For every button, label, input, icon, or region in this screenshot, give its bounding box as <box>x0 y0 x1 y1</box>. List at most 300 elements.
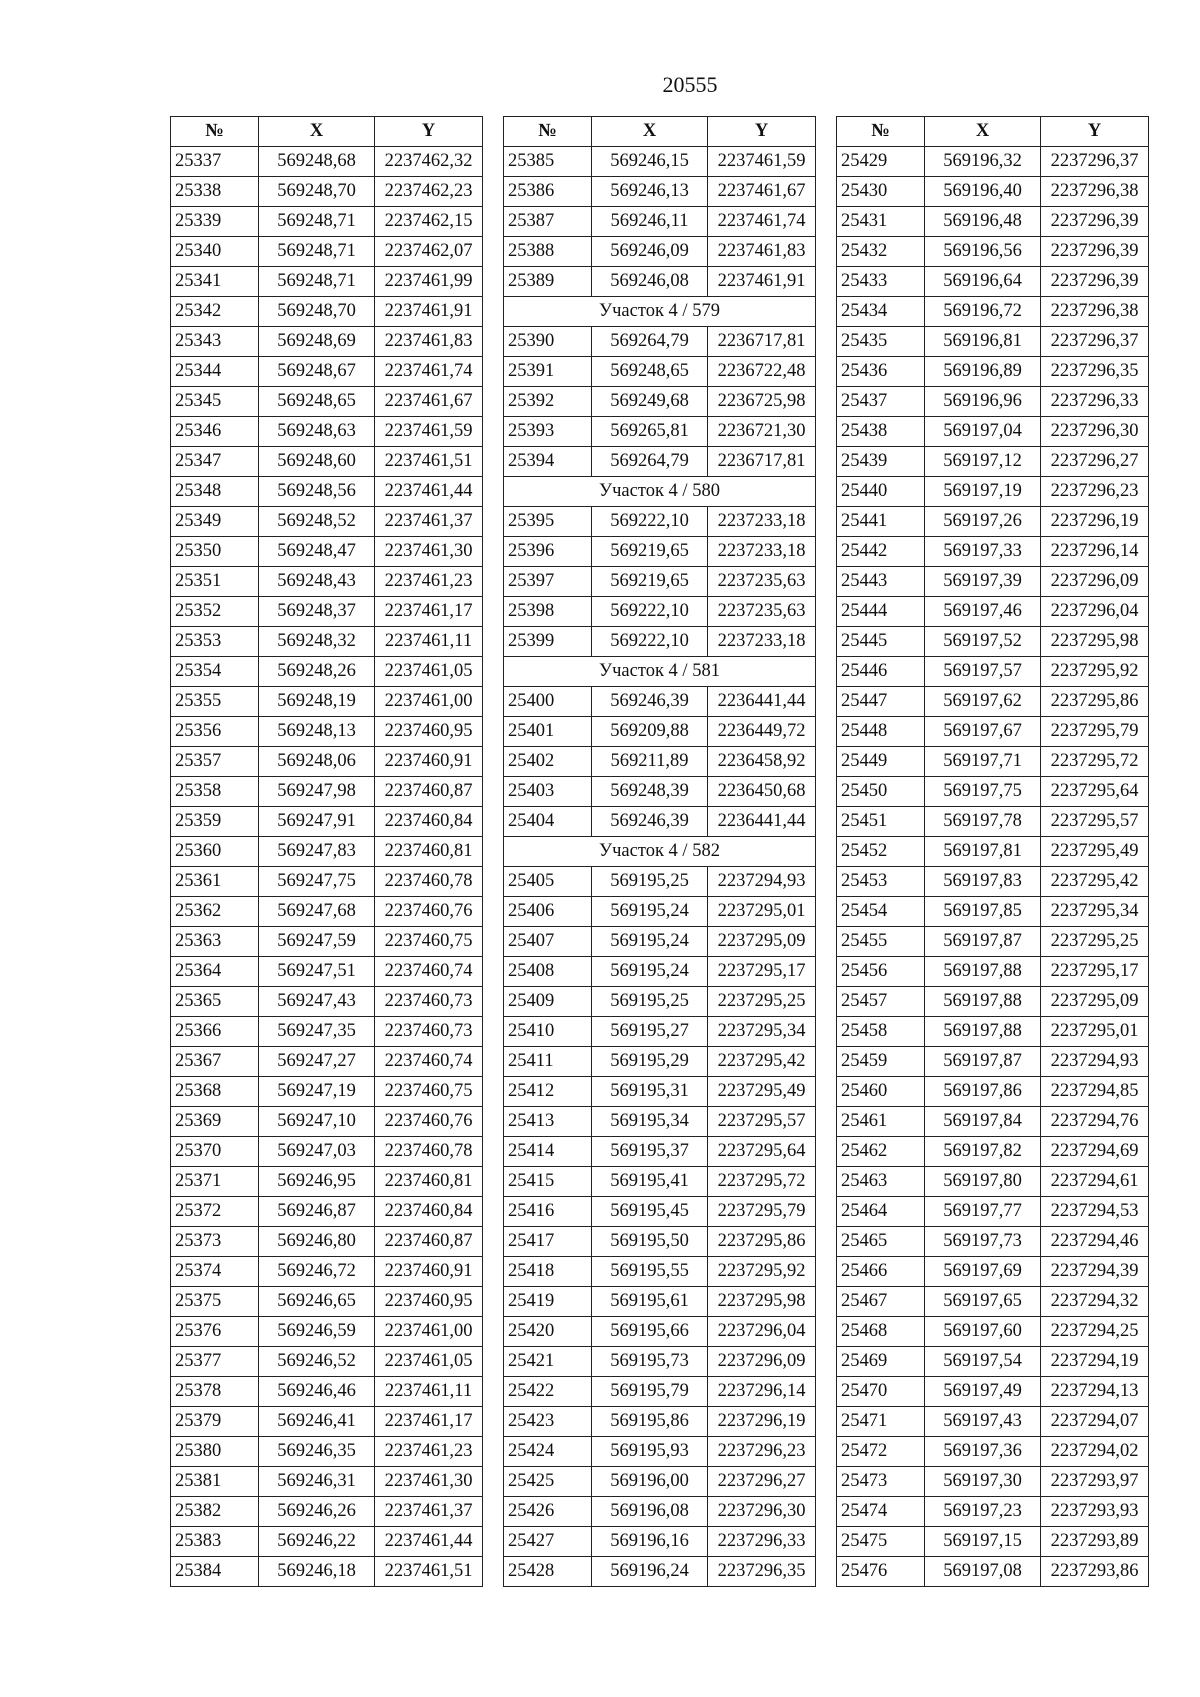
point-number-cell: 25351 <box>171 567 259 597</box>
point-number-cell: 25359 <box>171 807 259 837</box>
x-coordinate-cell: 569197,77 <box>925 1197 1041 1227</box>
y-coordinate-cell: 2237294,02 <box>1041 1437 1149 1467</box>
x-coordinate-cell: 569246,22 <box>259 1527 375 1557</box>
y-coordinate-cell: 2236441,44 <box>708 687 816 717</box>
y-coordinate-cell: 2237294,85 <box>1041 1077 1149 1107</box>
y-coordinate-cell: 2237461,05 <box>375 1347 483 1377</box>
table-row <box>837 837 1149 867</box>
point-number-cell: 25453 <box>837 867 925 897</box>
table-row <box>837 1197 1149 1227</box>
table-row <box>171 327 483 357</box>
point-number-cell: 25433 <box>837 267 925 297</box>
y-coordinate-cell: 2237460,74 <box>375 1047 483 1077</box>
x-coordinate-cell: 569247,19 <box>259 1077 375 1107</box>
table-row <box>837 1107 1149 1137</box>
y-coordinate-cell: 2237461,05 <box>375 657 483 687</box>
x-coordinate-cell: 569195,27 <box>592 1017 708 1047</box>
table-row <box>171 537 483 567</box>
y-coordinate-cell: 2237295,98 <box>708 1287 816 1317</box>
y-coordinate-cell: 2237295,79 <box>708 1197 816 1227</box>
y-coordinate-cell: 2237296,39 <box>1041 237 1149 267</box>
table-row <box>171 177 483 207</box>
y-coordinate-cell: 2237460,87 <box>375 1227 483 1257</box>
table-row <box>504 327 816 357</box>
table-row <box>504 177 816 207</box>
point-number-cell: 25344 <box>171 357 259 387</box>
point-number-cell: 25373 <box>171 1227 259 1257</box>
y-coordinate-cell: 2237295,17 <box>1041 957 1149 987</box>
table-row <box>504 387 816 417</box>
y-coordinate-cell: 2237293,93 <box>1041 1497 1149 1527</box>
point-number-cell: 25410 <box>504 1017 592 1047</box>
point-number-cell: 25442 <box>837 537 925 567</box>
table-row <box>171 1077 483 1107</box>
x-coordinate-cell: 569222,10 <box>592 627 708 657</box>
point-number-cell: 25360 <box>171 837 259 867</box>
x-coordinate-cell: 569195,55 <box>592 1257 708 1287</box>
x-coordinate-cell: 569197,84 <box>925 1107 1041 1137</box>
y-coordinate-cell: 2237460,73 <box>375 987 483 1017</box>
x-coordinate-cell: 569248,69 <box>259 327 375 357</box>
y-coordinate-cell: 2237295,86 <box>1041 687 1149 717</box>
table-row <box>504 867 816 897</box>
section-title: Участок 4 / 579 <box>504 297 816 327</box>
x-coordinate-cell: 569264,79 <box>592 327 708 357</box>
table-row <box>171 417 483 447</box>
x-coordinate-cell: 569246,80 <box>259 1227 375 1257</box>
x-coordinate-cell: 569246,39 <box>592 807 708 837</box>
point-number-cell: 25371 <box>171 1167 259 1197</box>
table-row <box>171 837 483 867</box>
table-row <box>837 1347 1149 1377</box>
x-coordinate-cell: 569195,37 <box>592 1137 708 1167</box>
point-number-cell: 25450 <box>837 777 925 807</box>
point-number-cell: 25474 <box>837 1497 925 1527</box>
table-row <box>837 747 1149 777</box>
y-coordinate-cell: 2237296,38 <box>1041 297 1149 327</box>
table-row <box>504 1107 816 1137</box>
table-row <box>504 1227 816 1257</box>
y-column-header: Y <box>1041 117 1149 147</box>
table-row <box>504 807 816 837</box>
table-row <box>171 1137 483 1167</box>
y-coordinate-cell: 2237294,32 <box>1041 1287 1149 1317</box>
x-column-header: X <box>925 117 1041 147</box>
point-number-cell: 25389 <box>504 267 592 297</box>
point-number-cell: 25465 <box>837 1227 925 1257</box>
x-coordinate-cell: 569195,24 <box>592 957 708 987</box>
point-number-cell: 25375 <box>171 1287 259 1317</box>
y-coordinate-cell: 2237294,76 <box>1041 1107 1149 1137</box>
y-coordinate-cell: 2237296,04 <box>708 1317 816 1347</box>
x-coordinate-cell: 569246,46 <box>259 1377 375 1407</box>
y-coordinate-cell: 2237460,78 <box>375 1137 483 1167</box>
y-coordinate-cell: 2237295,64 <box>708 1137 816 1167</box>
table-row <box>837 267 1149 297</box>
table-row <box>171 1257 483 1287</box>
table-row <box>837 147 1149 177</box>
x-coordinate-cell: 569246,87 <box>259 1197 375 1227</box>
y-coordinate-cell: 2237235,63 <box>708 597 816 627</box>
table-row <box>171 1497 483 1527</box>
point-number-cell: 25361 <box>171 867 259 897</box>
point-number-cell: 25445 <box>837 627 925 657</box>
point-number-cell: 25405 <box>504 867 592 897</box>
table-row <box>837 1077 1149 1107</box>
y-coordinate-cell: 2237296,39 <box>1041 207 1149 237</box>
point-number-cell: 25390 <box>504 327 592 357</box>
point-number-cell: 25381 <box>171 1467 259 1497</box>
section-row <box>504 477 816 507</box>
point-number-cell: 25463 <box>837 1167 925 1197</box>
x-coordinate-cell: 569265,81 <box>592 417 708 447</box>
x-coordinate-cell: 569248,47 <box>259 537 375 567</box>
y-coordinate-cell: 2237460,81 <box>375 1167 483 1197</box>
table-row <box>837 687 1149 717</box>
y-coordinate-cell: 2237295,17 <box>708 957 816 987</box>
y-coordinate-cell: 2237295,57 <box>708 1107 816 1137</box>
table-row <box>837 867 1149 897</box>
point-number-cell: 25382 <box>171 1497 259 1527</box>
y-coordinate-cell: 2237461,74 <box>375 357 483 387</box>
x-coordinate-cell: 569246,31 <box>259 1467 375 1497</box>
y-coordinate-cell: 2237294,93 <box>1041 1047 1149 1077</box>
point-number-cell: 25422 <box>504 1377 592 1407</box>
point-number-cell: 25393 <box>504 417 592 447</box>
y-coordinate-cell: 2237295,25 <box>708 987 816 1017</box>
point-number-cell: 25353 <box>171 627 259 657</box>
point-number-cell: 25363 <box>171 927 259 957</box>
point-number-cell: 25472 <box>837 1437 925 1467</box>
point-number-cell: 25424 <box>504 1437 592 1467</box>
point-number-cell: 25475 <box>837 1527 925 1557</box>
x-coordinate-cell: 569196,24 <box>592 1557 708 1587</box>
point-number-cell: 25391 <box>504 357 592 387</box>
table-row <box>837 507 1149 537</box>
point-number-cell: 25441 <box>837 507 925 537</box>
table-row <box>504 1257 816 1287</box>
x-column-header: X <box>259 117 375 147</box>
point-number-cell: 25403 <box>504 777 592 807</box>
point-number-cell: 25345 <box>171 387 259 417</box>
table-row <box>837 1467 1149 1497</box>
point-number-cell: 25443 <box>837 567 925 597</box>
table-row <box>171 207 483 237</box>
x-coordinate-cell: 569195,45 <box>592 1197 708 1227</box>
x-coordinate-cell: 569246,26 <box>259 1497 375 1527</box>
point-number-cell: 25384 <box>171 1557 259 1587</box>
table-row <box>171 567 483 597</box>
point-number-cell: 25427 <box>504 1527 592 1557</box>
table-row <box>504 537 816 567</box>
point-number-cell: 25374 <box>171 1257 259 1287</box>
point-number-cell: 25401 <box>504 717 592 747</box>
table-row <box>504 987 816 1017</box>
y-coordinate-cell: 2237461,11 <box>375 1377 483 1407</box>
x-coordinate-cell: 569246,18 <box>259 1557 375 1587</box>
point-number-cell: 25466 <box>837 1257 925 1287</box>
table-row <box>837 1317 1149 1347</box>
x-coordinate-cell: 569197,80 <box>925 1167 1041 1197</box>
point-number-cell: 25434 <box>837 297 925 327</box>
x-coordinate-cell: 569197,23 <box>925 1497 1041 1527</box>
point-number-cell: 25458 <box>837 1017 925 1047</box>
y-coordinate-cell: 2237296,37 <box>1041 327 1149 357</box>
point-number-cell: 25421 <box>504 1347 592 1377</box>
x-coordinate-cell: 569197,71 <box>925 747 1041 777</box>
x-coordinate-cell: 569197,62 <box>925 687 1041 717</box>
point-number-cell: 25406 <box>504 897 592 927</box>
table-row <box>171 477 483 507</box>
point-number-cell: 25364 <box>171 957 259 987</box>
y-coordinate-cell: 2237461,44 <box>375 477 483 507</box>
table-row <box>504 1317 816 1347</box>
table-row <box>837 597 1149 627</box>
y-coordinate-cell: 2237233,18 <box>708 507 816 537</box>
x-coordinate-cell: 569195,50 <box>592 1227 708 1257</box>
x-coordinate-cell: 569197,83 <box>925 867 1041 897</box>
table-row <box>171 807 483 837</box>
y-coordinate-cell: 2237461,67 <box>708 177 816 207</box>
table-row <box>837 237 1149 267</box>
y-coordinate-cell: 2237295,79 <box>1041 717 1149 747</box>
table-row <box>171 1377 483 1407</box>
x-coordinate-cell: 569197,82 <box>925 1137 1041 1167</box>
x-coordinate-cell: 569246,95 <box>259 1167 375 1197</box>
point-number-cell: 25372 <box>171 1197 259 1227</box>
table-row <box>837 1497 1149 1527</box>
point-number-cell: 25412 <box>504 1077 592 1107</box>
table-row <box>171 927 483 957</box>
table-row <box>171 747 483 777</box>
y-coordinate-cell: 2237296,30 <box>1041 417 1149 447</box>
table-row <box>837 927 1149 957</box>
table-row <box>837 447 1149 477</box>
table-row <box>171 147 483 177</box>
point-number-cell: 25415 <box>504 1167 592 1197</box>
x-coordinate-cell: 569196,16 <box>592 1527 708 1557</box>
y-coordinate-cell: 2237460,84 <box>375 1197 483 1227</box>
y-coordinate-cell: 2237461,44 <box>375 1527 483 1557</box>
table-row <box>171 897 483 927</box>
point-number-cell: 25347 <box>171 447 259 477</box>
y-coordinate-cell: 2237461,00 <box>375 1317 483 1347</box>
table-row <box>504 627 816 657</box>
y-coordinate-cell: 2237293,97 <box>1041 1467 1149 1497</box>
table-row <box>837 207 1149 237</box>
x-coordinate-cell: 569197,85 <box>925 897 1041 927</box>
x-coordinate-cell: 569197,30 <box>925 1467 1041 1497</box>
table-row <box>171 1227 483 1257</box>
point-number-cell: 25366 <box>171 1017 259 1047</box>
x-coordinate-cell: 569197,19 <box>925 477 1041 507</box>
table-row <box>171 1437 483 1467</box>
table-row <box>504 1137 816 1167</box>
x-coordinate-cell: 569197,65 <box>925 1287 1041 1317</box>
x-coordinate-cell: 569248,39 <box>592 777 708 807</box>
point-number-cell: 25431 <box>837 207 925 237</box>
table-row <box>171 1407 483 1437</box>
y-column-header: Y <box>708 117 816 147</box>
y-coordinate-cell: 2237295,01 <box>708 897 816 927</box>
x-coordinate-cell: 569248,60 <box>259 447 375 477</box>
y-coordinate-cell: 2237295,49 <box>708 1077 816 1107</box>
y-coordinate-cell: 2237294,53 <box>1041 1197 1149 1227</box>
point-number-cell: 25395 <box>504 507 592 537</box>
x-coordinate-cell: 569248,71 <box>259 237 375 267</box>
table-row <box>837 327 1149 357</box>
y-coordinate-cell: 2237462,23 <box>375 177 483 207</box>
table-row <box>171 867 483 897</box>
y-coordinate-cell: 2237460,76 <box>375 897 483 927</box>
y-coordinate-cell: 2237461,17 <box>375 597 483 627</box>
table-row <box>504 447 816 477</box>
x-coordinate-cell: 569197,75 <box>925 777 1041 807</box>
point-number-cell: 25377 <box>171 1347 259 1377</box>
x-coordinate-cell: 569197,26 <box>925 507 1041 537</box>
x-coordinate-cell: 569248,43 <box>259 567 375 597</box>
table-row <box>504 1167 816 1197</box>
y-coordinate-cell: 2237460,74 <box>375 957 483 987</box>
y-coordinate-cell: 2237460,91 <box>375 747 483 777</box>
point-number-cell: 25439 <box>837 447 925 477</box>
point-number-cell: 25416 <box>504 1197 592 1227</box>
table-row <box>504 897 816 927</box>
point-number-cell: 25430 <box>837 177 925 207</box>
y-coordinate-cell: 2237296,35 <box>1041 357 1149 387</box>
table-row <box>837 957 1149 987</box>
x-coordinate-cell: 569248,70 <box>259 177 375 207</box>
x-coordinate-cell: 569196,56 <box>925 237 1041 267</box>
point-number-cell: 25352 <box>171 597 259 627</box>
table-row <box>504 1467 816 1497</box>
point-number-cell: 25379 <box>171 1407 259 1437</box>
x-coordinate-cell: 569248,67 <box>259 357 375 387</box>
point-number-cell: 25398 <box>504 597 592 627</box>
y-coordinate-cell: 2237295,25 <box>1041 927 1149 957</box>
y-coordinate-cell: 2237461,51 <box>375 1557 483 1587</box>
y-coordinate-cell: 2237461,30 <box>375 1467 483 1497</box>
table-row <box>837 777 1149 807</box>
table-row <box>504 1047 816 1077</box>
x-coordinate-cell: 569247,98 <box>259 777 375 807</box>
table-row <box>171 447 483 477</box>
x-coordinate-cell: 569248,52 <box>259 507 375 537</box>
x-coordinate-cell: 569197,08 <box>925 1557 1041 1587</box>
table-row <box>504 597 816 627</box>
y-coordinate-cell: 2237461,23 <box>375 567 483 597</box>
table-row <box>837 387 1149 417</box>
table-row <box>837 1377 1149 1407</box>
x-coordinate-cell: 569248,68 <box>259 147 375 177</box>
table-row <box>171 1467 483 1497</box>
y-coordinate-cell: 2237461,23 <box>375 1437 483 1467</box>
point-number-cell: 25425 <box>504 1467 592 1497</box>
x-coordinate-cell: 569247,75 <box>259 867 375 897</box>
point-number-cell: 25385 <box>504 147 592 177</box>
y-coordinate-cell: 2237296,09 <box>708 1347 816 1377</box>
table-row <box>171 1347 483 1377</box>
x-coordinate-cell: 569248,26 <box>259 657 375 687</box>
y-coordinate-cell: 2237296,14 <box>1041 537 1149 567</box>
table-row <box>171 1527 483 1557</box>
y-coordinate-cell: 2237296,09 <box>1041 567 1149 597</box>
table-row <box>171 1107 483 1137</box>
table-row <box>504 237 816 267</box>
y-coordinate-cell: 2237293,86 <box>1041 1557 1149 1587</box>
table-row <box>504 1077 816 1107</box>
y-coordinate-cell: 2237462,32 <box>375 147 483 177</box>
table-row <box>171 267 483 297</box>
point-number-cell: 25451 <box>837 807 925 837</box>
point-number-cell: 25337 <box>171 147 259 177</box>
y-coordinate-cell: 2237460,78 <box>375 867 483 897</box>
y-coordinate-cell: 2237295,86 <box>708 1227 816 1257</box>
point-number-cell: 25365 <box>171 987 259 1017</box>
y-coordinate-cell: 2237295,49 <box>1041 837 1149 867</box>
x-coordinate-cell: 569246,65 <box>259 1287 375 1317</box>
y-coordinate-cell: 2236722,48 <box>708 357 816 387</box>
x-coordinate-cell: 569197,60 <box>925 1317 1041 1347</box>
point-number-cell: 25426 <box>504 1497 592 1527</box>
table-row <box>837 1407 1149 1437</box>
y-coordinate-cell: 2237296,39 <box>1041 267 1149 297</box>
point-number-cell: 25399 <box>504 627 592 657</box>
table-row <box>504 357 816 387</box>
y-coordinate-cell: 2237461,91 <box>375 297 483 327</box>
table-row <box>837 567 1149 597</box>
x-coordinate-cell: 569248,70 <box>259 297 375 327</box>
y-coordinate-cell: 2237461,83 <box>375 327 483 357</box>
y-coordinate-cell: 2237461,00 <box>375 687 483 717</box>
x-coordinate-cell: 569197,43 <box>925 1407 1041 1437</box>
x-coordinate-cell: 569219,65 <box>592 567 708 597</box>
table-row <box>171 237 483 267</box>
point-number-cell: 25419 <box>504 1287 592 1317</box>
point-number-cell: 25461 <box>837 1107 925 1137</box>
point-number-cell: 25418 <box>504 1257 592 1287</box>
x-coordinate-cell: 569247,10 <box>259 1107 375 1137</box>
y-coordinate-cell: 2237460,76 <box>375 1107 483 1137</box>
x-coordinate-cell: 569246,59 <box>259 1317 375 1347</box>
x-coordinate-cell: 569246,39 <box>592 687 708 717</box>
y-coordinate-cell: 2237460,75 <box>375 927 483 957</box>
y-coordinate-cell: 2236450,68 <box>708 777 816 807</box>
point-number-cell: 25446 <box>837 657 925 687</box>
y-coordinate-cell: 2237233,18 <box>708 537 816 567</box>
y-coordinate-cell: 2237296,23 <box>708 1437 816 1467</box>
section-title: Участок 4 / 582 <box>504 837 816 867</box>
y-coordinate-cell: 2236458,92 <box>708 747 816 777</box>
x-coordinate-cell: 569247,03 <box>259 1137 375 1167</box>
y-coordinate-cell: 2236721,30 <box>708 417 816 447</box>
y-coordinate-cell: 2237460,73 <box>375 1017 483 1047</box>
x-coordinate-cell: 569247,43 <box>259 987 375 1017</box>
point-number-cell: 25357 <box>171 747 259 777</box>
y-coordinate-cell: 2237294,39 <box>1041 1257 1149 1287</box>
point-number-cell: 25448 <box>837 717 925 747</box>
y-coordinate-cell: 2237295,92 <box>1041 657 1149 687</box>
x-coordinate-cell: 569247,27 <box>259 1047 375 1077</box>
point-number-cell: 25355 <box>171 687 259 717</box>
point-number-cell: 25467 <box>837 1287 925 1317</box>
x-coordinate-cell: 569197,78 <box>925 807 1041 837</box>
table-row <box>504 747 816 777</box>
x-coordinate-cell: 569246,11 <box>592 207 708 237</box>
y-coordinate-cell: 2237296,27 <box>708 1467 816 1497</box>
table-row <box>837 1437 1149 1467</box>
point-number-cell: 25476 <box>837 1557 925 1587</box>
